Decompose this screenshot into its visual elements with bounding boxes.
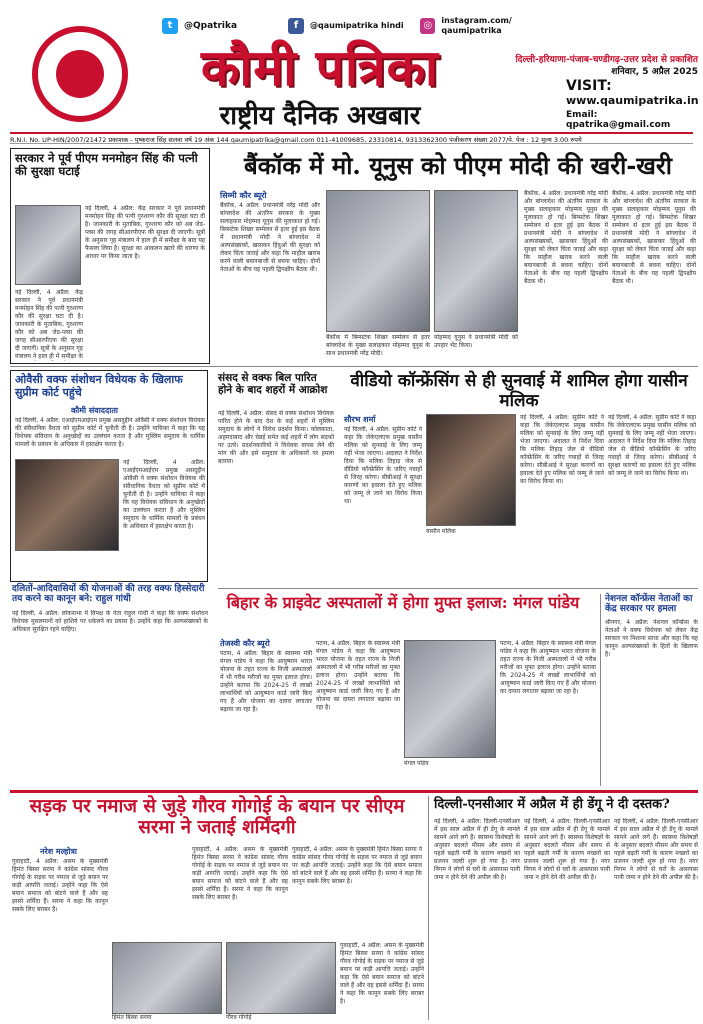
body-yasin-malik-col4: नई दिल्ली, 4 अप्रैल: सुप्रीम कोर्ट ने कहा कि जेकेएलएफ प्रमुख यासीन मलिक को सुनवाई के लिए जम्मू नहीं भेजा जाएगा। अदालत ने निर्देश दिया कि मलिक तिहाड़ जेल से वीडियो कॉन्फ्रेंसिंग के जरिए गवाहों से जिरह करेगा। सीबीआई ने सुरक्षा कारणों का हवाला देते हुए मलिक को जम्मू ले जाने का विरोध किया था। (608, 414, 696, 477)
body-modi-yunus-col3: बैंकॉक, 4 अप्रैल: प्रधानमंत्री नरेंद्र मोदी और बांग्लादेश की अंतरिम सरकार के मुख्य सलाहकार मोहम्मद यूनुस की मुलाकात हो गई। बिम्सटेक शिखर सम्मेलन से इतर हुई इस बैठक में प्रधानमंत्री मोदी ने बांग्लादेश में अल्पसंख्यकों, खासकर हिंदुओं की सुरक्षा को लेकर चिंता जताई और कहा कि माहौल खराब करने वाली बयानबाजी से बचना चाहिए। दोनों नेताओं के बीच यह पहली द्विपक्षीय बैठक थी। (524, 190, 608, 285)
body-manmohan: नई दिल्ली, 4 अप्रैल: केंद्र सरकार ने पूर्व प्रधानमंत्री मनमोहन सिंह की पत्नी गुरशरण कौर की सुरक्षा घटा दी है। जानकारी के मुताबिक, गुरशरण कौर को अब जेड-प्लस की जगह सीआरपीएफ की सुरक्षा दी जाएगी। सूत्रों के अनुसार गृह मंत्रालय ने हाल ही में समीक्षा के बाद यह फैसला लिया है। सुरक्षा का आकलन खतरे की धारणा के आधार पर किया जाता है। (85, 205, 205, 260)
body-owaisi: नई दिल्ली, 4 अप्रैल: एआईएमआईएम प्रमुख असदुद्दीन ओवैसी ने वक्फ संशोधन विधेयक की संवैधानिक वैधता को सुप्रीम कोर्ट में चुनौती दी है। उन्होंने याचिका में कहा कि यह विधेयक संविधान के अनुच्छेदों का उल्लंघन करता है और मुस्लिम समुदाय के धार्मिक मामलों के प्रबंधन के अधिकार में हस्तक्षेप करता है। (15, 417, 205, 448)
instagram-handle[interactable]: ◎ instagram.com/ qaumipatrika (420, 4, 570, 48)
photo-owaisi (15, 459, 119, 551)
edition-list: दिल्ली-हरियाणा-पंजाब-चण्डीगढ़-उत्तर प्रदेश से प्रकाशित (515, 55, 698, 65)
photo-himanta-sarma (112, 942, 222, 1014)
story-owaisi (10, 370, 208, 582)
byline-yasin-malik: सौरभ शर्मा (344, 415, 376, 424)
body-bihar-col2: पटना, 4 अप्रैल: बिहार के स्वास्थ्य मंत्री मंगल पांडेय ने कहा कि आयुष्मान भारत योजना के तहत राज्य के निजी अस्पतालों में भी गरीब मरीजों का मुफ्त इलाज होगा। उन्होंने बताया कि 2024-25 में लाखों लाभार्थियों को आयुष्मान कार्ड जारी किए गए हैं और योजना का दायरा लगातार बढ़ाया जा रहा है। (316, 640, 400, 711)
divider (428, 796, 429, 1020)
caption-himanta: हिमंत बिस्वा सरमा (112, 1014, 152, 1021)
story-nc-sidebar (600, 594, 698, 786)
body-manmohan-cont: नई दिल्ली, 4 अप्रैल: केंद्र सरकार ने पूर्व प्रधानमंत्री मनमोहन सिंह की पत्नी गुरशरण कौर की सुरक्षा घटा दी है। जानकारी के मुताबिक, गुरशरण कौर को अब जेड-प्लस की जगह सीआरपीएफ की सुरक्षा दी जाएगी। सूत्रों के अनुसार गृह मंत्रालय ने हाल ही में समीक्षा के (15, 289, 83, 360)
headline-bihar[interactable]: बिहार के प्राइवेट अस्पतालों में होगा मुफ्त इलाज: मंगल पांडेय (226, 593, 580, 612)
body-yasin-malik: नई दिल्ली, 4 अप्रैल: सुप्रीम कोर्ट ने कहा कि जेकेएलएफ प्रमुख यासीन मलिक को सुनवाई के लिए जम्मू नहीं भेजा जाएगा। अदालत ने निर्देश दिया कि मलिक तिहाड़ जेल से वीडियो कॉन्फ्रेंसिंग के जरिए गवाहों से जिरह करेगा। सीबीआई ने सुरक्षा कारणों का हवाला देते हुए मलिक को जम्मू ले जाने का विरोध किया था। (344, 426, 422, 505)
body-bihar-col4: पटना, 4 अप्रैल: बिहार के स्वास्थ्य मंत्री मंगल पांडेय ने कहा कि आयुष्मान भारत योजना के तहत राज्य के निजी अस्पतालों में भी गरीब मरीजों का मुफ्त इलाज होगा। उन्होंने बताया कि 2024-25 में लाखों लाभार्थियों को आयुष्मान कार्ड जारी किए गए हैं और योजना का दायरा लगातार बढ़ाया जा रहा है। (500, 640, 596, 695)
newspaper-logo: कौमी पत्रिका (201, 38, 439, 97)
website-link[interactable]: www.qaumipatrika.in (566, 94, 699, 107)
headline-modi-yunus[interactable]: बैंकॉक में मो. यूनुस को पीएम मोदी की खरी-खरी (244, 151, 672, 180)
headline-dengue[interactable]: दिल्ली-एनसीआर में अप्रैल में ही डेंगू ने दी दस्तक? (434, 797, 670, 812)
caption-gift: मोहम्मद यूनुस ने प्रधानमंत्री मोदी को उपहार भेंट किया। (434, 334, 518, 349)
headline-manmohan[interactable]: सरकार ने पूर्व पीएम मनमोहन सिंह की पत्नी की सुरक्षा घटाई (15, 151, 198, 179)
body-modi-yunus-col4: बैंकॉक, 4 अप्रैल: प्रधानमंत्री नरेंद्र मोदी और बांग्लादेश की अंतरिम सरकार के मुख्य सलाहकार मोहम्मद यूनुस की मुलाकात हो गई। बिम्सटेक शिखर सम्मेलन से इतर हुई इस बैठक में प्रधानमंत्री मोदी ने बांग्लादेश में अल्पसंख्यकों, खासकर हिंदुओं की सुरक्षा को लेकर चिंता जताई और कहा कि माहौल खराब करने वाली बयानबाजी से बचना चाहिए। दोनों नेताओं के बीच यह पहली द्विपक्षीय बैठक थी। (612, 190, 696, 285)
headline-parliament[interactable]: संसद से वक्फ बिल पारित होने के बाद शहरों में आक्रोश (218, 372, 328, 397)
byline-modi-yunus: सिम्मी कौर ब्यूरो (220, 191, 267, 200)
caption-gogoi: गौरव गोगोई (226, 1014, 252, 1021)
issue-date: शनिवार, 5 अप्रैल 2025 (611, 67, 698, 77)
subhead-rahul[interactable]: दलितों-आदिवासियों की योजनाओं की तरह वक्फ हिस्सेदारी तय करने का कानून बने: राहुल गांधी (12, 584, 205, 605)
photo-modi-yunus-handshake (326, 190, 430, 332)
visit-label: VISIT: (566, 78, 612, 94)
headline-yasin-malik[interactable]: वीडियो कॉन्फ्रेंसिंग से ही सुनवाई में शामिल होगा यासीन मलिक (350, 371, 688, 411)
caption-mangal-pandey: मंगल पांडेय (404, 760, 429, 767)
body-bihar: पटना, 4 अप्रैल: बिहार के स्वास्थ्य मंत्री मंगल पांडेय ने कहा कि आयुष्मान भारत योजना के तहत राज्य के निजी अस्पतालों में भी गरीब मरीजों का मुफ्त इलाज होगा। उन्होंने बताया कि 2024-25 में लाखों लाभार्थियों को आयुष्मान कार्ड जारी किए गए हैं और योजना का दायरा लगातार बढ़ाया जा रहा है। (220, 650, 312, 713)
photo-yasin-malik (426, 414, 516, 526)
photo-gursharan-kaur (15, 205, 81, 285)
headline-nc[interactable]: नेशनल कॉन्फ्रेंस नेताओं का केंद्र सरकार पर हमला (605, 594, 693, 615)
facebook-handle[interactable]: f @qaumipatrika hindi (288, 4, 408, 48)
caption-yasin-malik: यासीन मलिक (426, 528, 456, 535)
divider (10, 366, 698, 367)
byline-gogoi: नरेश मल्होत्रा (40, 847, 77, 856)
newspaper-tagline: राष्ट्रीय दैनिक अखबार (219, 101, 421, 131)
photo-yunus-gift (434, 190, 518, 332)
body-dengue-col3: नई दिल्ली, 4 अप्रैल: दिल्ली-एनसीआर में इस साल अप्रैल में ही डेंगू के मामले सामने आने लगे हैं। स्वास्थ्य विशेषज्ञों के अनुसार बदलते मौसम और समय से पहले बढ़ती गर्मी के कारण मच्छरों का प्रजनन जल्दी शुरू हो गया है। नगर निगम ने लोगों से घरों के आसपास पानी जमा न होने देने की अपील की है। (614, 818, 698, 881)
headline-gogoi[interactable]: सड़क पर नमाज से जुड़े गौरव गोगोई के बयान पर सीएम सरमा ने जताई शर्मिंदगी (29, 796, 405, 839)
email-link[interactable]: Email: qpatrika@gmail.com (566, 110, 671, 130)
byline-bihar: तेजस्वी कौर ब्यूरो (220, 639, 270, 648)
body-yasin-malik-col3: नई दिल्ली, 4 अप्रैल: सुप्रीम कोर्ट ने कहा कि जेकेएलएफ प्रमुख यासीन मलिक को सुनवाई के लिए जम्मू नहीं भेजा जाएगा। अदालत ने निर्देश दिया कि मलिक तिहाड़ जेल से वीडियो कॉन्फ्रेंसिंग के जरिए गवाहों से जिरह करेगा। सीबीआई ने सुरक्षा कारणों का हवाला देते हुए मलिक को जम्मू ले जाने का विरोध किया था। (520, 414, 604, 485)
body-owaisi-cont: नई दिल्ली, 4 अप्रैल: एआईएमआईएम प्रमुख असदुद्दीन ओवैसी ने वक्फ संशोधन विधेयक की संवैधानिक वैधता को सुप्रीम कोर्ट में चुनौती दी है। उन्होंने याचिका में कहा कि यह विधेयक संविधान के अनुच्छेदों का उल्लंघन करता है और मुस्लिम समुदाय के धार्मिक मामलों के प्रबंधन के अधिकार में हस्तक्षेप करता है। (123, 459, 205, 530)
body-gogoi-col4: गुवाहाटी, 4 अप्रैल: असम के मुख्यमंत्री हिमंत बिस्वा सरमा ने कांग्रेस सांसद गौरव गोगोई के सड़क पर नमाज से जुड़े बयान पर कड़ी आपत्ति जताई। उन्होंने कहा कि ऐसे बयान समाज को बांटने वाले हैं और वह इससे शर्मिंदा हैं। सरमा ने कहा कि कानून सबके लिए बराबर है। (340, 942, 424, 1005)
photo-mangal-pandey (404, 640, 496, 758)
divider (218, 588, 698, 589)
body-gogoi-col2: गुवाहाटी, 4 अप्रैल: असम के मुख्यमंत्री हिमंत बिस्वा सरमा ने कांग्रेस सांसद गौरव गोगोई के सड़क पर नमाज से जुड़े बयान पर कड़ी आपत्ति जताई। उन्होंने कहा कि ऐसे बयान समाज को बांटने वाले हैं और वह इससे शर्मिंदा हैं। सरमा ने कहा कि कानून सबके लिए बराबर है। (192, 846, 288, 901)
body-dengue-col2: नई दिल्ली, 4 अप्रैल: दिल्ली-एनसीआर में इस साल अप्रैल में ही डेंगू के मामले सामने आने लगे हैं। स्वास्थ्य विशेषज्ञों के अनुसार बदलते मौसम और समय से पहले बढ़ती गर्मी के कारण मच्छरों का प्रजनन जल्दी शुरू हो गया है। नगर निगम ने लोगों से घरों के आसपास पानी जमा न होने देने की अपील की है। (524, 818, 610, 881)
facebook-icon: f (288, 18, 304, 34)
caption-handshake: बैंकॉक में बिम्सटेक शिखर सम्मेलन से इतर बांग्लादेश के मुख्य सलाहकार मोहम्मद यूनुस के साथ प्रधानमंत्री नरेंद्र मोदी। (326, 334, 430, 357)
photo-gaurav-gogoi (226, 942, 336, 1014)
body-dengue: नई दिल्ली, 4 अप्रैल: दिल्ली-एनसीआर में इस साल अप्रैल में ही डेंगू के मामले सामने आने लगे हैं। स्वास्थ्य विशेषज्ञों के अनुसार बदलते मौसम और समय से पहले बढ़ती गर्मी के कारण मच्छरों का प्रजनन जल्दी शुरू हो गया है। नगर निगम ने लोगों से घरों के आसपास पानी जमा न होने देने की अपील की है। (434, 818, 520, 881)
story-manmohan (10, 148, 210, 364)
byline-owaisi: कौमी संवाददाता (71, 406, 118, 415)
body-gogoi: गुवाहाटी, 4 अप्रैल: असम के मुख्यमंत्री हिमंत बिस्वा सरमा ने कांग्रेस सांसद गौरव गोगोई के सड़क पर नमाज से जुड़े बयान पर कड़ी आपत्ति जताई। उन्होंने कहा कि ऐसे बयान समाज को बांटने वाले हैं और वह इससे शर्मिंदा हैं। सरमा ने कहा कि कानून सबके लिए बराबर है। (12, 858, 108, 913)
headline-owaisi[interactable]: ओवैसी वक्फ संशोधन विधेयक के खिलाफ सुप्रीम कोर्ट पहुंचे (15, 373, 183, 399)
logo-badge (12, 4, 152, 128)
twitter-handle[interactable]: t @Qpatrika (162, 4, 237, 48)
body-gogoi-col3: गुवाहाटी, 4 अप्रैल: असम के मुख्यमंत्री हिमंत बिस्वा सरमा ने कांग्रेस सांसद गौरव गोगोई के सड़क पर नमाज से जुड़े बयान पर कड़ी आपत्ति जताई। उन्होंने कहा कि ऐसे बयान समाज को बांटने वाले हैं और वह इससे शर्मिंदा हैं। सरमा ने कहा कि कानून सबके लिए बराबर है। (292, 846, 422, 885)
section-rule (10, 790, 698, 793)
body-parliament: नई दिल्ली, 4 अप्रैल: संसद से वक्फ संशोधन विधेयक पारित होने के बाद देश के कई शहरों में मुस्लिम समुदाय के लोगों ने विरोध प्रदर्शन किया। कोलकाता, अहमदाबाद और चेन्नई समेत कई शहरों में लोग सड़कों पर उतरे। प्रदर्शनकारियों ने विधेयक वापस लेने की मांग की और इसे समुदाय के अधिकारों पर हमला बताया। (218, 410, 334, 465)
registration-line: R.N.I. No. UP-HIN/2007/21472 प्रकाशक - पुष्कराज सिंह सलवा वर्ष 19 अंक 144 qaumipatrika@gmail.com 011-41009685, 23310814, 9313362300 पंजीकरण संख्या 2077/पे. पेज : 12 मूल्य 3.00 रुपये (10, 132, 693, 144)
twitter-icon: t (162, 18, 178, 34)
instagram-icon: ◎ (420, 18, 435, 34)
body-modi-yunus: बैंकॉक, 4 अप्रैल: प्रधानमंत्री नरेंद्र मोदी और बांग्लादेश की अंतरिम सरकार के मुख्य सलाहकार मोहम्मद यूनुस की मुलाकात हो गई। बिम्सटेक शिखर सम्मेलन से इतर हुई इस बैठक में प्रधानमंत्री मोदी ने बांग्लादेश में अल्पसंख्यकों, खासकर हिंदुओं की सुरक्षा को लेकर चिंता जताई और कहा कि माहौल खराब करने वाली बयानबाजी से बचना चाहिए। दोनों नेताओं के बीच यह पहली द्विपक्षीय बैठक थी। (220, 202, 320, 273)
body-nc: श्रीनगर, 4 अप्रैल: नेशनल कॉन्फ्रेंस के नेताओं ने वक्फ विधेयक को लेकर केंद्र सरकार पर निशाना साधा और कहा कि यह कानून अल्पसंख्यकों के हितों के खिलाफ है। (605, 618, 698, 658)
body-rahul: नई दिल्ली, 4 अप्रैल: लोकसभा में विपक्ष के नेता राहुल गांधी ने कहा कि वक्फ संशोधन विधेयक मुसलमानों को हाशिये पर धकेलने का प्रयास है। उन्होंने कहा कि अल्पसंख्यकों के अधिकार सुरक्षित रहने चाहिए। (12, 610, 208, 633)
